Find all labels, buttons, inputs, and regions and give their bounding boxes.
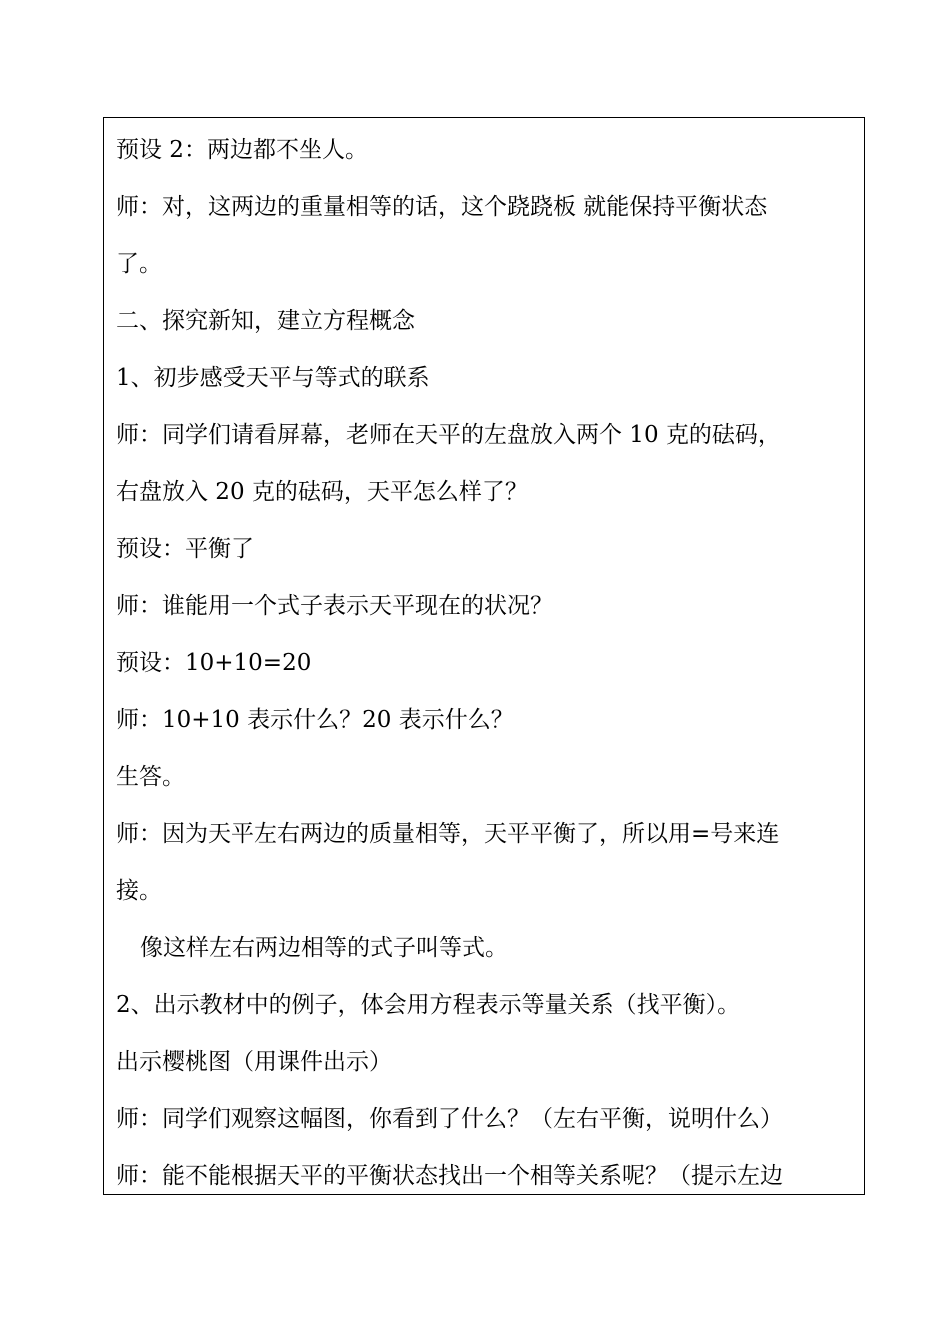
- text-line-student-answer: 生答。: [116, 764, 185, 790]
- text-line-equation-definition: 像这样左右两边相等的式子叫等式。: [140, 935, 508, 961]
- text-line-teacher-equals-cont: 接。: [116, 878, 162, 904]
- subheading-balance-equation: 1、初步感受天平与等式的联系: [116, 365, 430, 391]
- lesson-plan-text: [116, 122, 858, 1195]
- text-line-teacher-relation: 师：能不能根据天平的平衡状态找出一个相等关系呢？（提示左边: [116, 1163, 783, 1189]
- text-line-preset-equation: 预设：10+10=20: [116, 650, 312, 676]
- text-line-teacher-observe: 师：同学们观察这幅图，你看到了什么？（左右平衡，说明什么）: [116, 1106, 783, 1132]
- text-line-preset-2: 预设 2：两边都不坐人。: [116, 137, 368, 163]
- subheading-textbook-example: 2、出示教材中的例子，体会用方程表示等量关系（找平衡）。: [116, 992, 741, 1018]
- text-line-teacher-weights-cont: 右盘放入 20 克的砝码，天平怎么样了？: [116, 479, 528, 505]
- text-line-preset-balanced: 预设：平衡了: [116, 536, 254, 562]
- text-line-teacher-weights: 师：同学们请看屏幕，老师在天平的左盘放入两个 10 克的砝码，: [116, 422, 781, 448]
- text-line-teacher-seesaw-cont: 了。: [116, 251, 162, 277]
- text-line-teacher-meaning: 师：10+10 表示什么？20 表示什么？: [116, 707, 514, 733]
- text-line-teacher-expression: 师：谁能用一个式子表示天平现在的状况？: [116, 593, 553, 619]
- lesson-plan-table-cell: [103, 117, 865, 1195]
- text-line-teacher-equals: 师：因为天平左右两边的质量相等，天平平衡了，所以用=号来连: [116, 821, 780, 847]
- section-heading-explore: 二、探究新知，建立方程概念: [116, 308, 415, 334]
- text-line-cherry-image: 出示樱桃图（用课件出示）: [116, 1049, 392, 1075]
- text-line-teacher-seesaw: 师：对，这两边的重量相等的话，这个跷跷板 就能保持平衡状态: [116, 194, 768, 220]
